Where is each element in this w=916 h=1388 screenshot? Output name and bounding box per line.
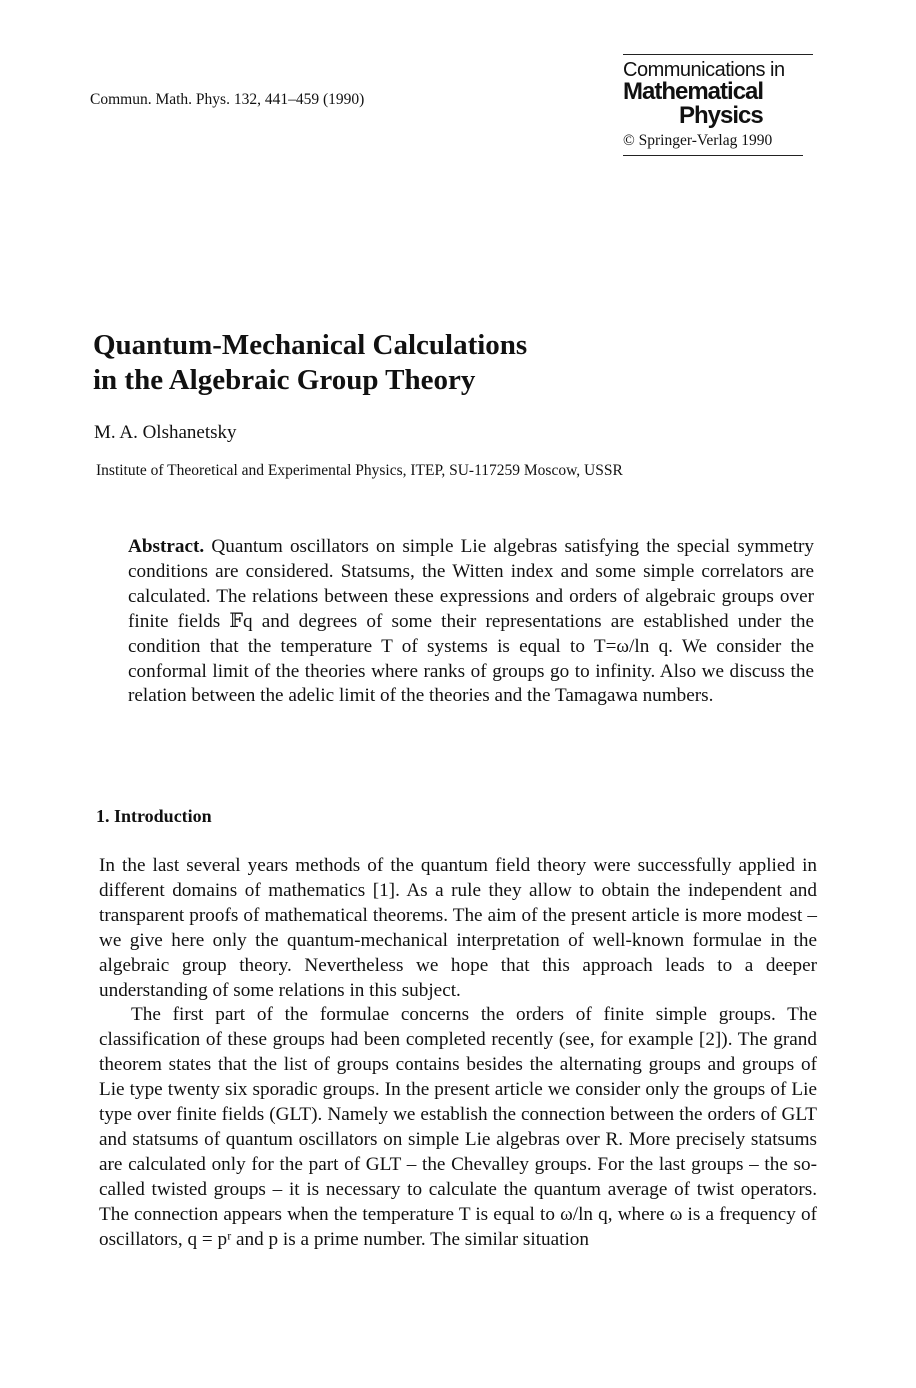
- journal-name-line3: Physics: [679, 102, 763, 129]
- title-line-2: in the Algebraic Group Theory: [93, 364, 476, 396]
- copyright-notice: © Springer-Verlag 1990: [623, 131, 803, 156]
- journal-citation: Commun. Math. Phys. 132, 441–459 (1990): [90, 91, 365, 108]
- section-heading: 1. Introduction: [96, 806, 212, 826]
- journal-masthead: [623, 54, 813, 156]
- author-affiliation: Institute of Theoretical and Experimental Physics, ITEP, SU-117259 Moscow, USSR: [96, 462, 623, 479]
- abstract-text: Quantum oscillators on simple Lie algebras satisfying the special symmetry conditions are considered. Statsums, the Witten index and some simple correlators are calculated. The relations between these expressions and orders of algebraic groups over finite fields 𝔽q and degrees of some their representations are established under the condition that the temperature T of systems is equal to T=ω/ln q. We consider the conformal limit of the theories where ranks of groups go to infinity. Also we discuss the relation between the adelic limit of the theories and the Tamagawa numbers.: [128, 536, 815, 707]
- abstract: [128, 535, 814, 709]
- intro-paragraph-2: The first part of the formulae concerns the orders of finite simple groups. The classification of these groups had been completed recently (see, for example [2]). The grand theorem states that the list of groups contains besides the alternating groups and groups of Lie type twenty six sporadic groups. In the present article we consider only the groups of Lie type over finite fields (GLT). Namely we establish the connection between the orders of GLT and statsums of quantum oscillators on simple Lie algebras over R. More precisely statsums are calculated only for the part of GLT – the Chevalley groups. For the last groups – the so-called twisted groups – it is necessary to calculate the quantum average of twist operators. The connection appears when the temperature T is equal to ω/ln q, where ω is a frequency of oscillators, q = pʳ and p is a prime number. The similar situation: [99, 1004, 817, 1250]
- journal-name-line2: Mathematical: [623, 78, 764, 105]
- journal-name-line1: Communications in: [623, 59, 785, 81]
- masthead-top-rule: [623, 54, 813, 55]
- introduction-body: [99, 854, 817, 1253]
- intro-paragraph-1: In the last several years methods of the quantum field theory were successfully applied in different domains of mathematics [1]. As a rule they allow to obtain the independent and transparent proofs of mathematical theorems. The aim of the present article is more modest – we give here only the quantum-mechanical interpretation of well-known formulae in the algebraic group theory. Nevertheless we hope that this approach leads to a deeper understanding of some relations in this subject.: [99, 855, 817, 1001]
- author-name: M. A. Olshanetsky: [94, 422, 237, 443]
- paper-title: [93, 328, 527, 398]
- title-line-1: Quantum-Mechanical Calculations: [93, 329, 528, 361]
- abstract-label: Abstract.: [128, 536, 205, 557]
